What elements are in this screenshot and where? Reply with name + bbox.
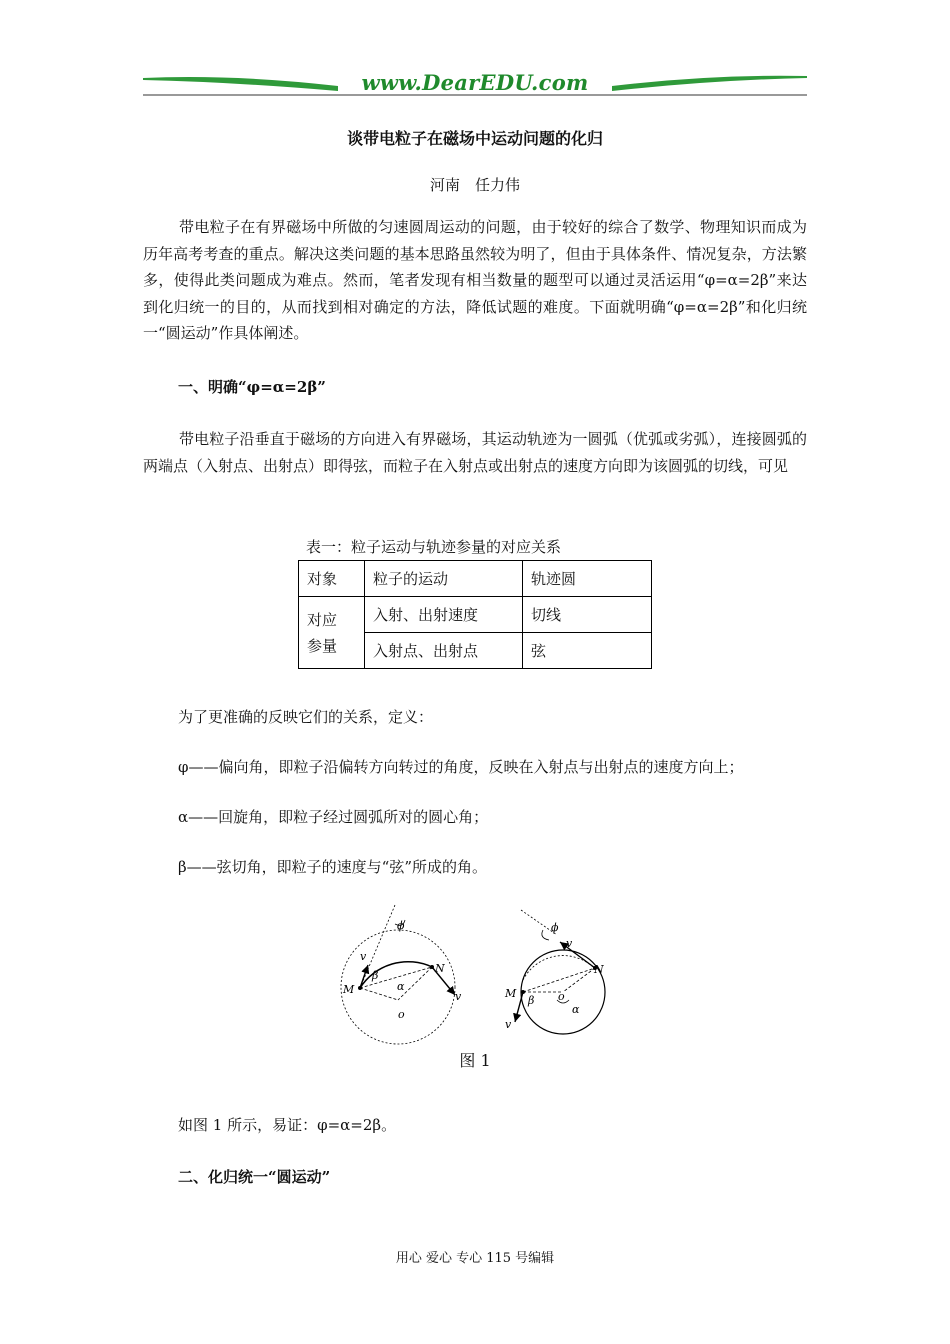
article-title: 谈带电粒子在磁场中运动问题的化归 (346, 129, 603, 148)
right-diagram (504, 910, 605, 1034)
site-logo: www.DearEDU.com (361, 70, 589, 95)
label-beta: β (528, 994, 535, 1007)
article-author: 河南 任力伟 (429, 176, 520, 194)
label-M: M (343, 983, 355, 996)
table-merged-label-line2: 参量 (307, 636, 338, 655)
table-header-cell: 粒子的运动 (365, 561, 523, 597)
label-M: M (505, 987, 517, 1000)
table-cell: 弦 (523, 633, 652, 669)
table-row (299, 597, 652, 633)
page-footer: 用心 爱心 专心 115 号编辑 (395, 1251, 555, 1266)
label-phi: ϕ (397, 919, 405, 932)
label-phi: ϕ (551, 921, 559, 934)
table-caption: 表一：粒子运动与轨迹参量的对应关系 (306, 538, 562, 556)
section1-paragraph: 带电粒子沿垂直于磁场的方向进入有界磁场，其运动轨迹为一圆弧（优弧或劣弧），连接圆弧的两端点（入射点、出射点）即得弦，而粒子在入射点或出射点的速度方向即为该圆弧的切线，可见 (143, 430, 807, 475)
table-merged-label (299, 597, 365, 669)
figure-1-diagram (335, 900, 615, 1050)
section1-heading: 一、明确“φ=α=2β” (178, 378, 326, 396)
table-cell: 入射点、出射点 (365, 633, 523, 669)
label-N: N (435, 962, 445, 975)
label-v: v (566, 937, 573, 950)
label-beta: β (372, 969, 379, 982)
label-O: o (398, 1008, 405, 1021)
label-alpha: α (572, 1003, 580, 1016)
label-alpha: α (397, 980, 405, 993)
label-v: v (360, 950, 367, 963)
label-O: o (558, 990, 565, 1003)
label-N: N (594, 963, 604, 976)
definition-beta: β——弦切角，即粒子的速度与“弦”所成的角。 (178, 858, 488, 876)
table-header-row (299, 561, 652, 597)
section2-heading: 二、化归统一“圆运动” (178, 1168, 331, 1186)
definition-phi: φ——偏向角，即粒子沿偏转方向转过的角度，反映在入射点与出射点的速度方向上； (178, 758, 744, 776)
intro-paragraph: 带电粒子在有界磁场中所做的匀速圆周运动的问题，由于较好的综合了数学、物理知识而成为历年高考考查的重点。解决这类问题的基本思路虽然较为明了，但由于具体条件、情况复杂，方法繁多，使得此类问题成为难点。然而，笔者发现有相当数量的题型可以通过灵活运用“φ=α=2β”来达到化归统一的目的，从而找到相对确定的方法，降低试题的难度。下面就明确“φ=α=2β”和化归统一“圆运动”作具体阐述。 (143, 218, 807, 342)
table-cell: 入射、出射速度 (365, 597, 523, 633)
correspondence-table (298, 560, 652, 669)
table-cell: 切线 (523, 597, 652, 633)
left-diagram (341, 905, 462, 1044)
definition-alpha: α——回旋角，即粒子经过圆弧所对的圆心角； (178, 808, 489, 826)
definitions-intro: 为了更准确的反映它们的关系，定义： (178, 708, 434, 726)
figure-caption: 图 1 (459, 1051, 491, 1070)
label-v: v (505, 1018, 512, 1031)
table-header-cell: 轨迹圆 (523, 561, 652, 597)
after-figure-text: 如图 1 所示，易证：φ=α=2β。 (178, 1116, 397, 1134)
label-v: v (455, 990, 462, 1003)
table-merged-label-line1: 对应 (307, 610, 338, 629)
site-header (143, 66, 807, 102)
table-header-cell: 对象 (299, 561, 365, 597)
